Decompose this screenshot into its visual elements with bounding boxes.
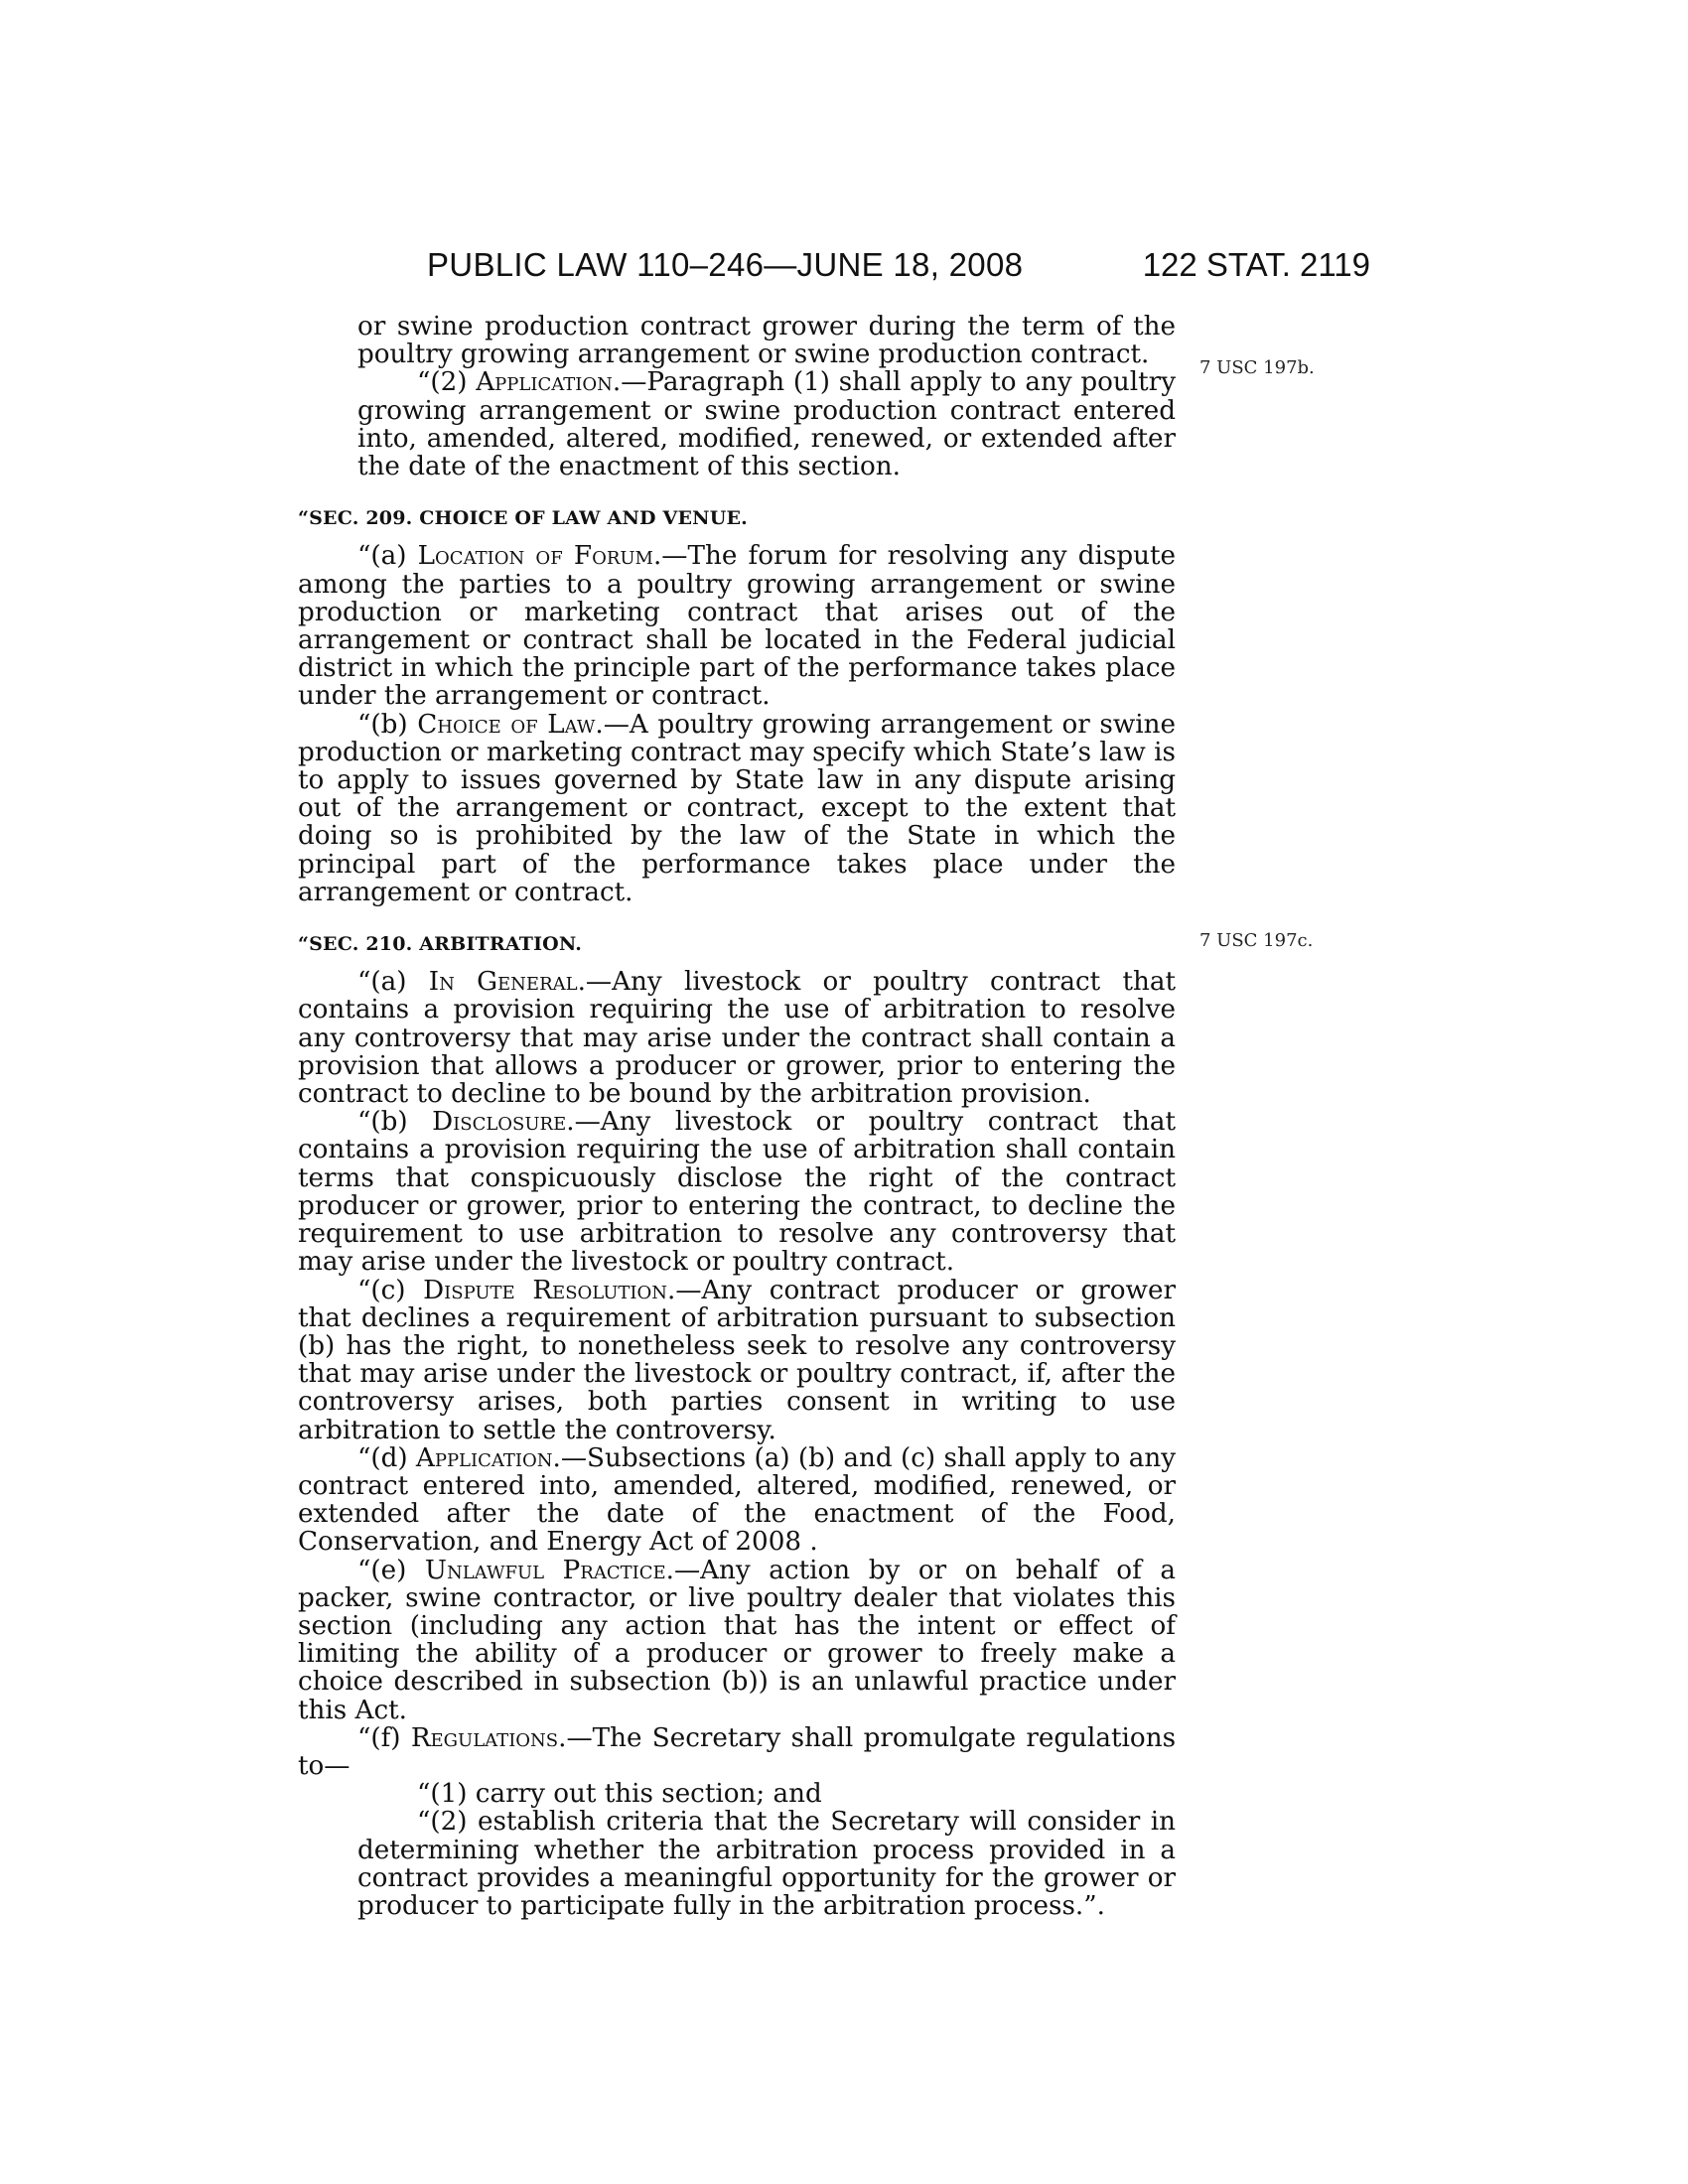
s210d-text: .—Subsections (a) (b) and (c) shall apply to any contract entered into, amended, altered, modified, renewed, or extended after the date of the enactment of the Food, Conservation, and Energy Act of 2008 . — [298, 1442, 1176, 1558]
s210d-heading: Application — [415, 1442, 553, 1473]
running-title: PUBLIC LAW 110–246—JUNE 18, 2008 — [427, 246, 1024, 283]
s210f-heading: Regulations — [410, 1722, 559, 1753]
sec210-subsection-b — [298, 1108, 1176, 1276]
s210b-heading: Disclosure — [432, 1107, 567, 1138]
s210b-text: .—Any livestock or poultry contract that contains a provision requiring the use of arbitration shall contain terms that conspicuously disclose the right of the contract producer or grower, prior to entering the contract, to decline the requirement to use arbitration to resolve any controversy that may arise under the livestock or poultry contract. — [298, 1107, 1176, 1278]
s210a-heading: In General — [428, 967, 578, 998]
s210a-text: .—Any livestock or poultry contract that contains a provision requiring the use of arbitration to resolve any controversy that may arise under the contract shall contain a provision that allows a producer or grower, prior to entering the contract to decline to be bound by the arbitration provision. — [298, 967, 1176, 1110]
s210c-text: .—Any contract producer or grower that declines a requirement of arbitration pursuant to subsection (b) has the right, to nonetheless seek to resolve any controversy that may arise under the livestock or poultry contract, if, after the controversy arises, both parties consent in writing to use arbitration to settle the controversy. — [298, 1275, 1176, 1445]
s210e-heading: Unlawful Practice — [424, 1555, 666, 1585]
s210f-text: .—The Secretary shall promulgate regulations to— — [298, 1722, 1177, 1781]
s210e-text: .—Any action by or on behalf of a packer, swine contractor, or live poultry dealer that violates this section (including any action that has the intent or effect of limiting the ability of a producer or grower to freely make a choice described in subsection (b)) is an unlawful practice under this Act. — [298, 1555, 1176, 1725]
sec209-subsection-b — [298, 711, 1176, 906]
paragraph-intro: or swine production contract grower during the term of the poultry growing arrangement or swine production contract. — [357, 312, 1176, 370]
sec210-f-paragraph-1: “(1) carry out this section; and — [417, 1779, 822, 1810]
document-body — [298, 313, 1176, 1920]
sec210-subsection-a — [298, 968, 1176, 1108]
section-209-heading: “SEC. 209. CHOICE OF LAW AND VENUE. — [298, 507, 748, 530]
s210f-prefix: “(f) — [357, 1722, 411, 1753]
s210b-prefix: “(b) — [357, 1107, 433, 1138]
s209b-text: .—A poultry growing arrangement or swine production or marketing contract may specify which State’s law is to apply to issues governed by State law in any dispute arising out of the arrangement or contract, except to the extent that doing so is prohibited by the law of the State in which the principal part of the performance takes place under the arrangement or contract. — [298, 709, 1176, 907]
stat-page-number: 122 STAT. 2119 — [1142, 246, 1370, 283]
section-210-heading: “SEC. 210. ARBITRATION. — [298, 933, 583, 956]
sec210-subsection-f — [298, 1724, 1176, 1780]
s210c-heading: Dispute Resolution — [423, 1275, 668, 1305]
s209a-prefix: “(a) — [357, 541, 418, 572]
p2-heading: Application — [476, 367, 613, 398]
sec210-subsection-d — [298, 1444, 1176, 1557]
sec210-subsection-c — [298, 1277, 1176, 1444]
s209b-heading: Choice of Law — [417, 709, 596, 740]
p2-prefix: “(2) — [417, 367, 477, 398]
sec210-f-paragraph-2: “(2) establish criteria that the Secretary will consider in determining whether the arbitration process provided in a contract provides a meaningful opportunity for the grower or producer to participate fully in the arbitration process.”. — [357, 1807, 1176, 1921]
s210c-prefix: “(c) — [357, 1275, 424, 1305]
p2-text: .—Paragraph (1) shall apply to any poultry growing arrangement or swine production contract entered into, amended, altered, modified, renewed, or extended after the date of the enactment of this section. — [357, 367, 1176, 482]
page-header — [298, 246, 1370, 286]
s209a-heading: Location of Forum — [417, 541, 653, 572]
paragraph-2-application — [357, 368, 1176, 480]
margin-note-sec210: 7 USC 197c. — [1199, 930, 1314, 951]
s209b-prefix: “(b) — [357, 709, 418, 740]
margin-note-sec209: 7 USC 197b. — [1199, 357, 1315, 378]
s210e-prefix: “(e) — [357, 1555, 425, 1585]
sec209-subsection-a — [298, 542, 1176, 710]
s209a-text: .—The forum for resolving any dispute among the parties to a poultry growing arrangement or swine production or marketing contract that arises out of the arrangement or contract shall be located in the Federal judicial district in which the principle part of the performance takes place under the arrangement or contract. — [298, 541, 1176, 712]
s210a-prefix: “(a) — [357, 967, 429, 998]
s210d-prefix: “(d) — [357, 1442, 416, 1473]
sec210-subsection-e — [298, 1557, 1176, 1724]
